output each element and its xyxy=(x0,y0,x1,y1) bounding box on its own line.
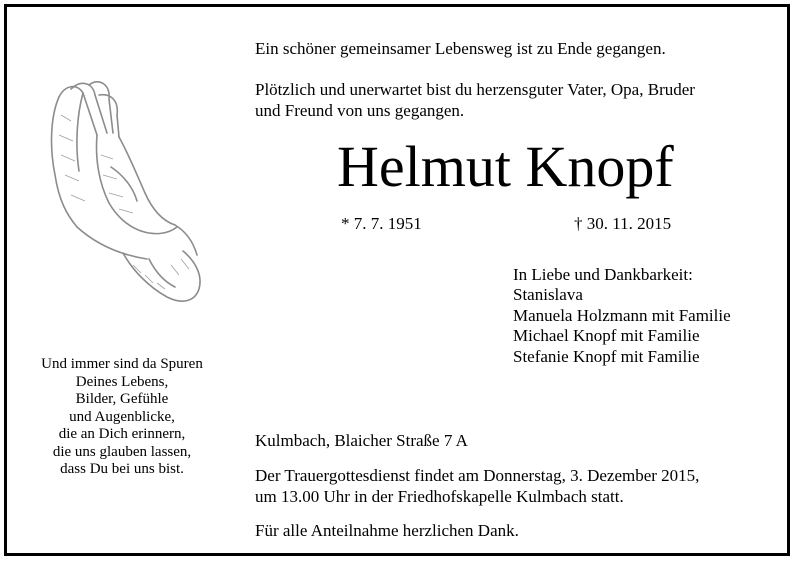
mourner-name: Michael Knopf mit Familie xyxy=(513,326,700,346)
intro-line-1: Ein schöner gemeinsamer Lebensweg ist zu Ende gegangen. xyxy=(255,39,666,58)
service-line-1: Der Trauergottesdienst findet am Donnerstag, 3. Dezember 2015, xyxy=(255,466,700,485)
poem-line: Bilder, Gefühle xyxy=(75,391,169,407)
thanks-line: Für alle Anteilnahme herzlichen Dank. xyxy=(255,521,519,540)
poem-line: Deines Lebens, xyxy=(75,373,169,390)
poem-line: die an Dich erinnern, xyxy=(58,426,186,442)
birth-date: * 7. 7. 1951 xyxy=(341,214,422,233)
death-date: † 30. 11. 2015 xyxy=(574,214,672,233)
poem-line: dass Du bei uns bist. xyxy=(60,461,184,477)
obituary-card xyxy=(4,4,790,556)
poem-line: und Augenblicke, xyxy=(69,408,175,425)
mourner-name: Manuela Holzmann mit Familie xyxy=(513,305,731,325)
poem-line: die uns glauben lassen, xyxy=(52,443,192,460)
intro-line-2: Plötzlich und unerwartet bist du herzensguter Vater, Opa, Bruder xyxy=(255,80,695,99)
memorial-poem xyxy=(27,356,217,479)
deceased-name: Helmut Knopf xyxy=(337,134,674,199)
mourner-name: Stefanie Knopf mit Familie xyxy=(513,346,700,366)
service-line-2: um 13.00 Uhr in der Friedhofskapelle Kulmbach statt. xyxy=(255,487,624,506)
praying-hands-icon xyxy=(37,75,207,315)
mourner-name: Stanislava xyxy=(513,285,583,305)
mourners-list xyxy=(513,265,731,367)
address: Kulmbach, Blaicher Straße 7 A xyxy=(255,431,468,450)
mourners-heading: In Liebe und Dankbarkeit: xyxy=(513,265,693,284)
intro-line-3: und Freund von uns gegangen. xyxy=(255,101,465,120)
poem-line: Und immer sind da Spuren xyxy=(41,356,203,372)
